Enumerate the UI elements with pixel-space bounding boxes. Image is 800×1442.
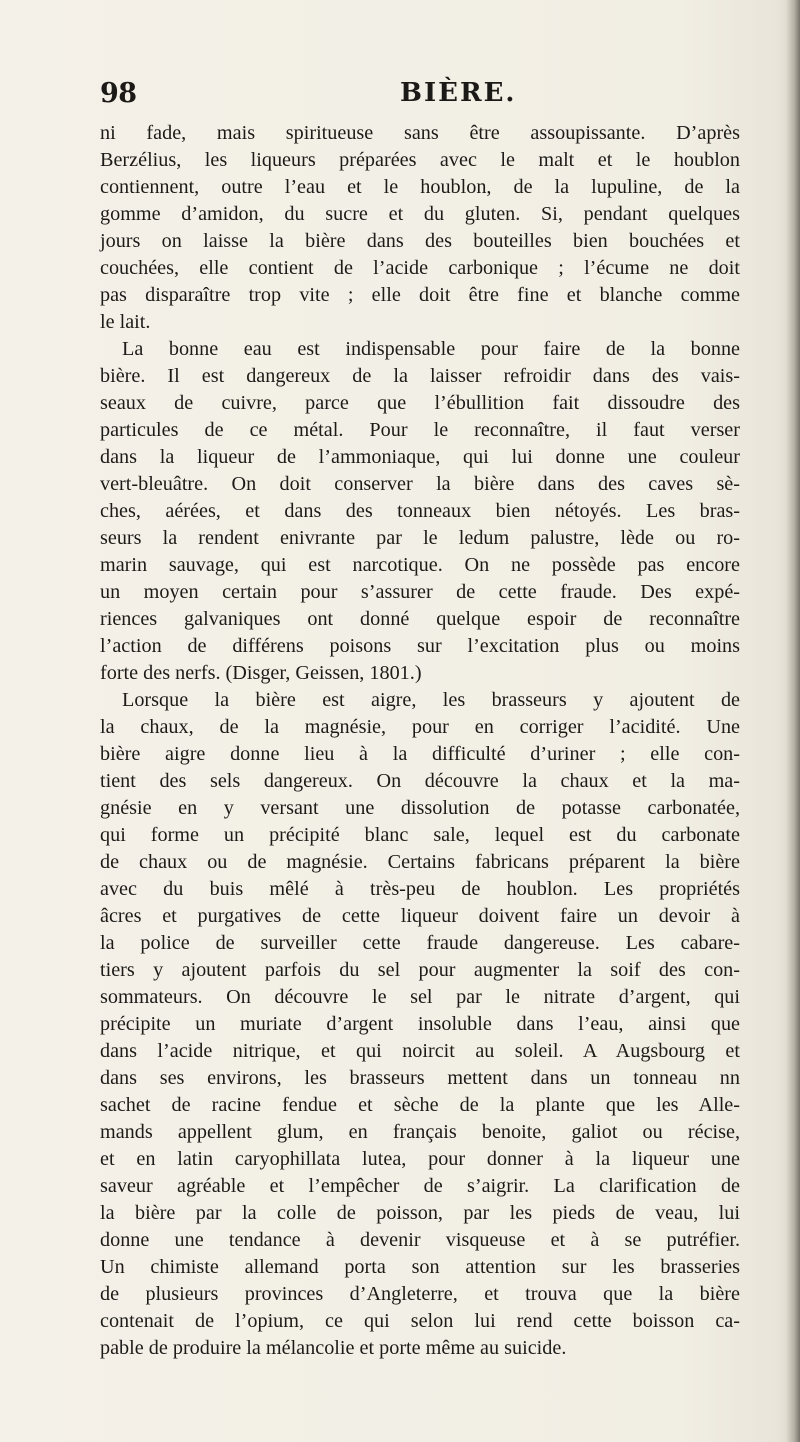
text-line: bière. Il est dangereux de la laisser refroidir dans des vais- xyxy=(100,365,740,387)
text-line: tient des sels dangereux. On découvre la chaux et la ma- xyxy=(100,770,740,792)
body-text xyxy=(100,120,740,1362)
text-line: sommateurs. On découvre le sel par le nitrate d’argent, qui xyxy=(100,986,740,1008)
text-line: et en latin caryophillata lutea, pour donner à la liqueur une xyxy=(100,1148,740,1170)
text-line: ni fade, mais spiritueuse sans être assoupissante. D’après xyxy=(100,122,740,144)
text-line: dans la liqueur de l’ammoniaque, qui lui donne une couleur xyxy=(100,446,740,468)
text-line: contenait de l’opium, ce qui selon lui rend cette boisson ca- xyxy=(100,1310,740,1332)
text-line: ches, aérées, et dans des tonneaux bien nétoyés. Les bras- xyxy=(100,500,740,522)
text-line: marin sauvage, qui est narcotique. On ne possède pas encore xyxy=(100,554,740,576)
text-line: seaux de cuivre, parce que l’ébullition fait dissoudre des xyxy=(100,392,740,414)
text-line: couchées, elle contient de l’acide carbonique ; l’écume ne doit xyxy=(100,257,740,279)
text-line: pable de produire la mélancolie et porte même au suicide. xyxy=(100,1337,567,1359)
text-line: précipite un muriate d’argent insoluble dans l’eau, ainsi que xyxy=(100,1013,740,1035)
text-line: saveur agréable et l’empêcher de s’aigrir. La clarification de xyxy=(100,1175,740,1197)
text-line: gomme d’amidon, du sucre et du gluten. Si, pendant quelques xyxy=(100,203,740,225)
text-line: La bonne eau est indispensable pour faire de la bonne xyxy=(122,338,740,360)
text-line: mands appellent glum, en français benoite, galiot ou récise, xyxy=(100,1121,740,1143)
text-line: tiers y ajoutent parfois du sel pour augmenter la soif des con- xyxy=(100,959,740,981)
text-line: Berzélius, les liqueurs préparées avec le malt et le houblon xyxy=(100,149,740,171)
text-line: gnésie en y versant une dissolution de potasse carbonatée, xyxy=(100,797,740,819)
text-line: avec du buis mêlé à très-peu de houblon. Les propriétés xyxy=(100,878,740,900)
text-line: particules de ce métal. Pour le reconnaître, il faut verser xyxy=(100,419,740,441)
text-line: la police de surveiller cette fraude dangereuse. Les cabare- xyxy=(100,932,740,954)
text-line: riences galvaniques ont donné quelque espoir de reconnaître xyxy=(100,608,740,630)
text-line: l’action de différens poisons sur l’excitation plus ou moins xyxy=(100,635,740,657)
text-line: dans ses environs, les brasseurs mettent dans un tonneau nn xyxy=(100,1067,740,1089)
text-line: seurs la rendent enivrante par le ledum palustre, lède ou ro- xyxy=(100,527,740,549)
text-line: dans l’acide nitrique, et qui noircit au soleil. A Augsbourg et xyxy=(100,1040,740,1062)
text-line: Un chimiste allemand porta son attention sur les brasseries xyxy=(100,1256,740,1278)
running-head: BIÈRE. xyxy=(400,78,517,108)
text-line: Lorsque la bière est aigre, les brasseurs y ajoutent de xyxy=(122,689,740,711)
text-line: donne une tendance à devenir visqueuse et à se putréfier. xyxy=(100,1229,740,1251)
text-line: de chaux ou de magnésie. Certains fabricans préparent la bière xyxy=(100,851,740,873)
text-line: le lait. xyxy=(100,311,151,333)
text-line: vert-bleuâtre. On doit conserver la bière dans des caves sè- xyxy=(100,473,740,495)
text-line: bière aigre donne lieu à la difficulté d’uriner ; elle con- xyxy=(100,743,740,765)
text-line: la chaux, de la magnésie, pour en corriger l’acidité. Une xyxy=(100,716,740,738)
text-line: qui forme un précipité blanc sale, lequel est du carbonate xyxy=(100,824,740,846)
text-line: de plusieurs provinces d’Angleterre, et trouva que la bière xyxy=(100,1283,740,1305)
text-line: sachet de racine fendue et sèche de la plante que les Alle- xyxy=(100,1094,740,1116)
page-header xyxy=(100,74,740,114)
text-line: forte des nerfs. (Disger, Geissen, 1801.) xyxy=(100,662,422,684)
text-line: contiennent, outre l’eau et le houblon, de la lupuline, de la xyxy=(100,176,740,198)
text-line: un moyen certain pour s’assurer de cette fraude. Des expé- xyxy=(100,581,740,603)
text-line: âcres et purgatives de cette liqueur doivent faire un devoir à xyxy=(100,905,740,927)
page-edge-shadow xyxy=(786,0,800,1442)
text-line: la bière par la colle de poisson, par les pieds de veau, lui xyxy=(100,1202,740,1224)
page-number: 98 xyxy=(100,78,137,109)
text-line: pas disparaître trop vite ; elle doit être fine et blanche comme xyxy=(100,284,740,306)
text-line: jours on laisse la bière dans des bouteilles bien bouchées et xyxy=(100,230,740,252)
